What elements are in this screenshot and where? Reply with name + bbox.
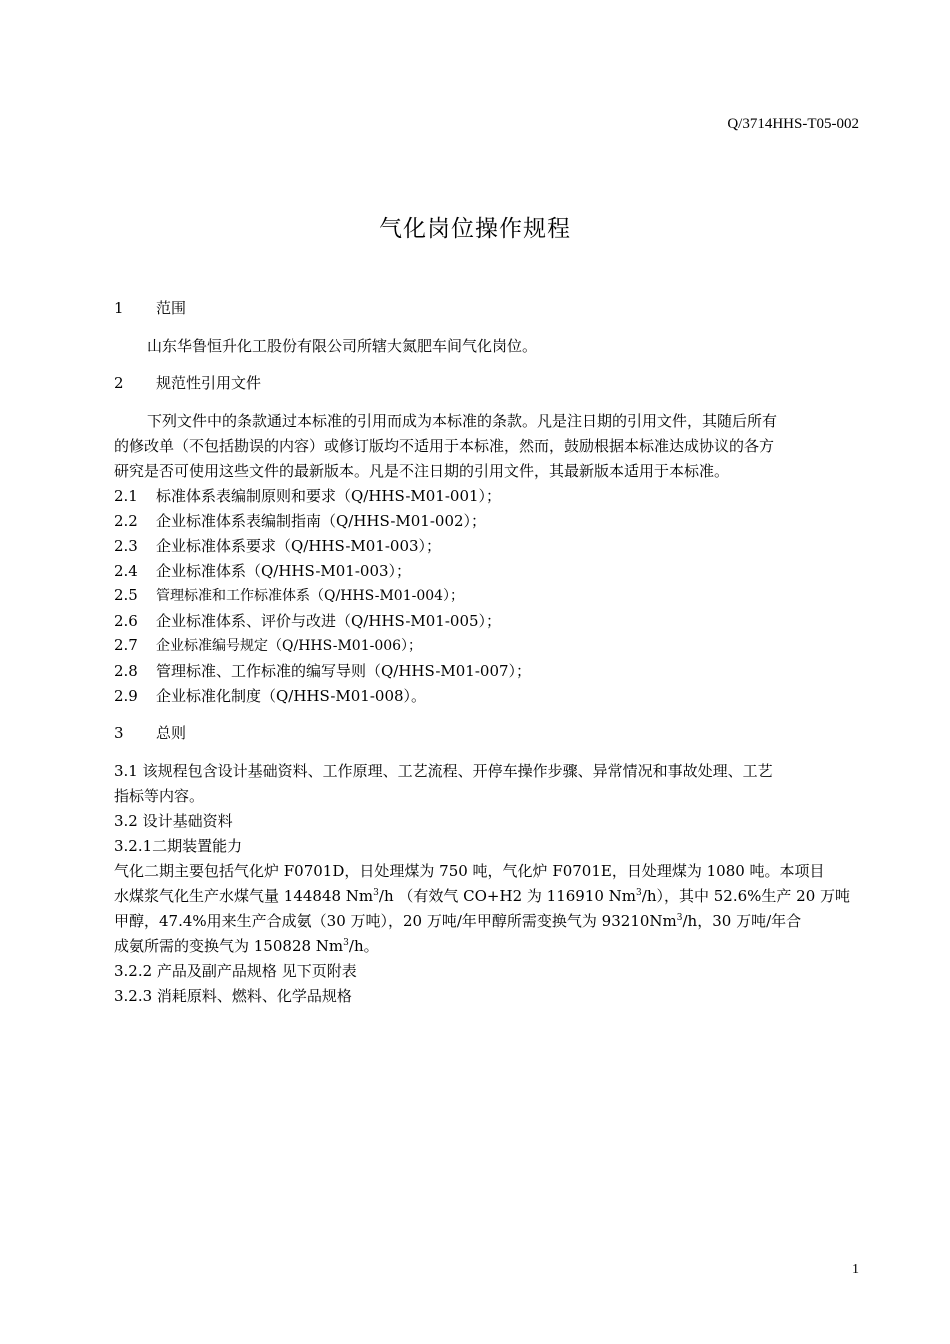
paragraph-line — [114, 885, 860, 906]
superscript: 3 — [676, 913, 683, 923]
list-item — [114, 610, 860, 631]
page-title: 气化岗位操作规程 — [379, 216, 571, 242]
subsection-heading: 3.2.3 消耗原料、燃料、化学品规格 — [114, 987, 352, 1005]
list-item — [114, 510, 860, 531]
item-number: 2.5 — [114, 586, 138, 604]
superscript: 3 — [636, 888, 642, 898]
item-number: 2.9 — [114, 687, 138, 705]
list-item — [114, 560, 860, 581]
list-item — [114, 685, 860, 706]
item-number: 2.3 — [114, 537, 138, 555]
document-number: Q/3714HHS-T05-002 — [727, 116, 859, 132]
paragraph-line: 研究是否可使用这些文件的最新版本。凡是不注日期的引用文件，其最新版本适用于本标准。 — [114, 462, 730, 480]
paragraph-line: 气化二期主要包括气化炉 F0701D，日处理煤为 750 吨，气化炉 F0701E，日处理煤为 1080 吨。本项目 — [114, 862, 825, 880]
item-text: 企业标准化制度（Q/HHS-M01-008）。 — [156, 687, 427, 705]
item-number: 2.7 — [114, 636, 138, 654]
item-text: 企业标准体系要求（Q/HHS-M01-003）； — [156, 537, 442, 555]
text-run: /h），其中 52.6%生产 20 万吨 — [641, 887, 851, 905]
list-item — [114, 535, 860, 556]
section-1-body: 山东华鲁恒升化工股份有限公司所辖大氮肥车间气化岗位。 — [147, 337, 538, 355]
paragraph-line: 下列文件中的条款通过本标准的引用而成为本标准的条款。凡是注日期的引用文件，其随后所有 — [147, 412, 778, 430]
section-number: 2 — [114, 374, 124, 392]
item-number: 2.8 — [114, 662, 138, 680]
subsection-heading: 3.2 设计基础资料 — [114, 812, 233, 830]
text-run: 成氨所需的变换气为 150828 Nm — [114, 937, 344, 955]
superscript: 3 — [343, 938, 349, 948]
item-text: 标准体系表编制原则和要求（Q/HHS-M01-001）； — [156, 487, 502, 505]
item-text: 企业标准编号规定（Q/HHS-M01-006）； — [156, 638, 423, 654]
text-run: 甲醇，47.4%用来生产合成氨（30 万吨），20 万吨/年甲醇所需变换气为 93210Nm — [114, 912, 677, 930]
paragraph-line: 3.1 该规程包含设计基础资料、工作原理、工艺流程、开停车操作步骤、异常情况和事故处理、工艺 — [114, 762, 773, 780]
section-number: 1 — [114, 299, 124, 317]
item-number: 2.2 — [114, 512, 138, 530]
list-item — [114, 660, 860, 681]
paragraph-line — [114, 910, 860, 931]
subsection-heading: 3.2.2 产品及副产品规格 见下页附表 — [114, 962, 357, 980]
text-run: /h，30 万吨/年合 — [682, 912, 802, 930]
item-text: 管理标准和工作标准体系（Q/HHS-M01-004）； — [156, 588, 465, 604]
subsection-heading: 3.2.1二期装置能力 — [114, 837, 243, 855]
section-2-heading — [114, 372, 860, 393]
item-text: 企业标准体系表编制指南（Q/HHS-M01-002）； — [156, 512, 487, 530]
section-title: 范围 — [156, 299, 187, 317]
text-run: /h （有效气 CO+H2 为 116910 Nm — [378, 887, 637, 905]
section-title: 总则 — [156, 724, 187, 742]
list-item — [114, 635, 860, 655]
item-number: 2.6 — [114, 612, 138, 630]
paragraph-line: 的修改单（不包括勘误的内容）或修订版均不适用于本标准，然而，鼓励根据本标准达成协议的各方 — [114, 437, 775, 455]
list-item — [114, 585, 860, 605]
section-1-heading — [114, 297, 860, 318]
page-number: 1 — [852, 1262, 859, 1277]
section-3-heading — [114, 722, 860, 743]
item-text: 企业标准体系（Q/HHS-M01-003）； — [156, 562, 412, 580]
item-text: 管理标准、工作标准的编写导则（Q/HHS-M01-007）； — [156, 662, 532, 680]
item-number: 2.1 — [114, 487, 138, 505]
text-run: /h。 — [348, 937, 379, 955]
section-number: 3 — [114, 724, 124, 742]
text-run: 水煤浆气化生产水煤气量 144848 Nm — [114, 887, 374, 905]
paragraph-line — [114, 935, 860, 956]
item-text: 企业标准体系、评价与改进（Q/HHS-M01-005）； — [156, 612, 502, 630]
superscript: 3 — [373, 888, 379, 898]
list-item — [114, 485, 860, 506]
paragraph-line: 指标等内容。 — [114, 787, 205, 805]
section-title: 规范性引用文件 — [156, 374, 262, 392]
item-number: 2.4 — [114, 562, 138, 580]
